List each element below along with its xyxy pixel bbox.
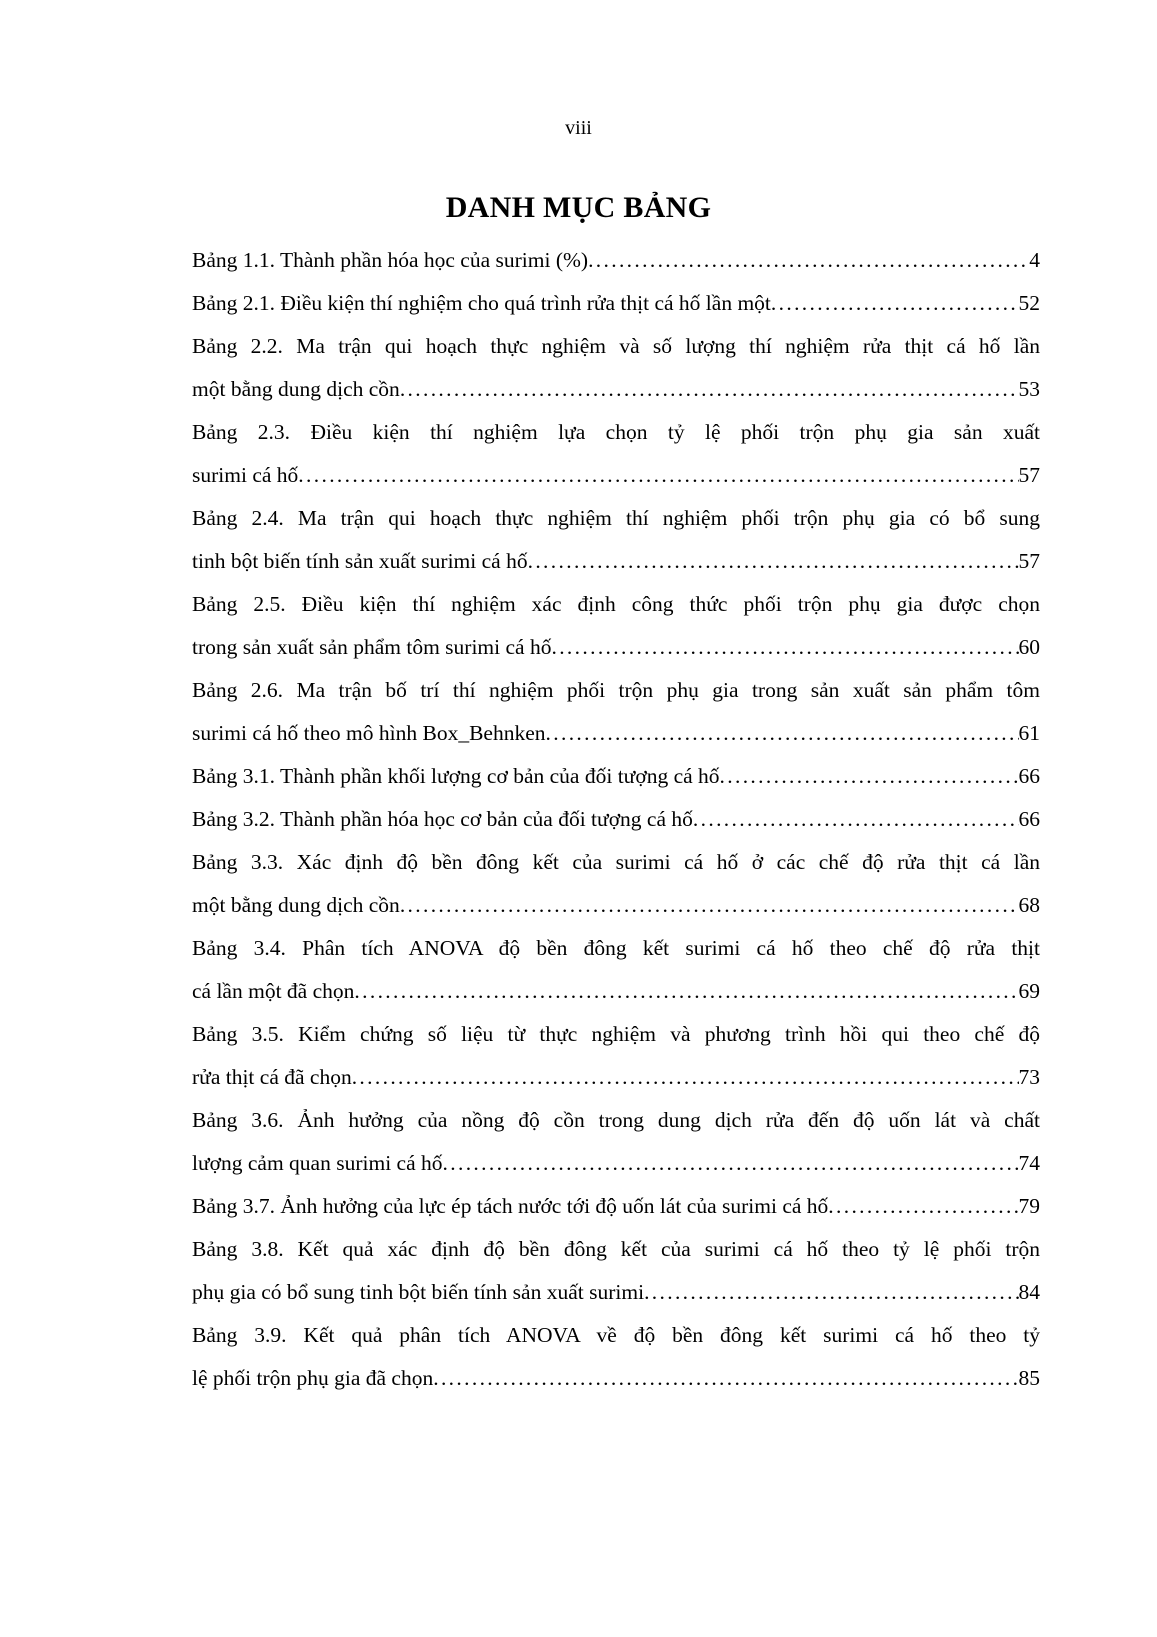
toc-entry-page: 52 — [1018, 291, 1040, 315]
page-number: viii — [565, 117, 592, 139]
toc-entry-text: trong sản xuất sản phẩm tôm surimi cá hố — [192, 635, 552, 659]
toc-entry-page: 66 — [1018, 807, 1040, 831]
toc-entry — [192, 411, 1040, 497]
toc-entry-line — [192, 1056, 1040, 1099]
toc-entry-line — [192, 282, 1040, 325]
dot-leader — [433, 1357, 1018, 1400]
toc-entry-text: rửa thịt cá đã chọn — [192, 1065, 352, 1089]
toc-entry-page: 57 — [1018, 549, 1040, 573]
toc-entry — [192, 1228, 1040, 1314]
toc-entry-text: một bằng dung dịch cồn — [192, 377, 400, 401]
toc-entry-text: cá lần một đã chọn — [192, 979, 355, 1003]
toc-entry-text: lượng cảm quan surimi cá hố — [192, 1151, 443, 1175]
dot-leader — [354, 970, 1018, 1013]
toc-entry-page: 79 — [1018, 1194, 1040, 1218]
toc-entry-line — [192, 712, 1040, 755]
toc-entry-text: Bảng 3.8. Kết quả xác định độ bền đông kết của surimi cá hố theo tỷ lệ phối trộn — [192, 1237, 1040, 1261]
toc-entry — [192, 798, 1040, 841]
toc-entry — [192, 239, 1040, 282]
toc-entry-page: 73 — [1018, 1065, 1040, 1089]
toc-entry-page: 69 — [1018, 979, 1040, 1003]
toc-entry-line — [192, 1142, 1040, 1185]
toc-entry — [192, 1099, 1040, 1185]
toc-entry-text: Bảng 2.3. Điều kiện thí nghiệm lựa chọn tỷ lệ phối trộn phụ gia sản xuất — [192, 420, 1040, 444]
toc-entry-text: Bảng 3.9. Kết quả phân tích ANOVA về độ bền đông kết surimi cá hố theo tỷ — [192, 1323, 1040, 1347]
dot-leader — [400, 884, 1019, 927]
toc-entry-text: Bảng 2.1. Điều kiện thí nghiệm cho quá trình rửa thịt cá hố lần một — [192, 291, 771, 315]
toc-entry-page: 53 — [1018, 377, 1040, 401]
toc-entry-line — [192, 454, 1040, 497]
dot-leader — [644, 1271, 1018, 1314]
toc-entry-line — [192, 884, 1040, 927]
dot-leader — [828, 1185, 1018, 1228]
toc-entry-text: Bảng 2.2. Ma trận qui hoạch thực nghiệm và số lượng thí nghiệm rửa thịt cá hố lần — [192, 334, 1040, 358]
toc-entry-line — [192, 1357, 1040, 1400]
toc-entry-text: Bảng 3.3. Xác định độ bền đông kết của surimi cá hố ở các chế độ rửa thịt cá lần — [192, 850, 1040, 874]
toc-entry-line — [192, 239, 1040, 282]
toc-entry-page: 68 — [1018, 893, 1040, 917]
toc-entry — [192, 1185, 1040, 1228]
toc-entry — [192, 755, 1040, 798]
dot-leader — [443, 1142, 1019, 1185]
toc-entry-text: tinh bột biến tính sản xuất surimi cá hố — [192, 549, 528, 573]
dot-leader — [352, 1056, 1019, 1099]
toc-entry-text: Bảng 3.7. Ảnh hưởng của lực ép tách nước tới độ uốn lát của surimi cá hố — [192, 1194, 829, 1218]
toc-entry-page: 60 — [1018, 635, 1040, 659]
toc-entry-page: 66 — [1018, 764, 1040, 788]
toc-entry-text: phụ gia có bổ sung tinh bột biến tính sản xuất surimi — [192, 1280, 645, 1304]
dot-leader — [400, 368, 1019, 411]
toc-entry-line — [192, 970, 1040, 1013]
toc-entry — [192, 841, 1040, 927]
toc-entry-text: surimi cá hố theo mô hình Box_Behnken — [192, 721, 546, 745]
toc-entry — [192, 1013, 1040, 1099]
toc-entry-page: 84 — [1018, 1280, 1040, 1304]
dot-leader — [298, 454, 1018, 497]
toc-entry — [192, 325, 1040, 411]
dot-leader — [720, 755, 1019, 798]
toc-entry — [192, 583, 1040, 669]
toc-entry-line — [192, 368, 1040, 411]
dot-leader — [693, 798, 1019, 841]
toc-entry-page: 74 — [1018, 1151, 1040, 1175]
toc-entry — [192, 1314, 1040, 1400]
toc-entry-text: Bảng 3.2. Thành phần hóa học cơ bản của đối tượng cá hố — [192, 807, 693, 831]
toc-entry-text: Bảng 3.5. Kiểm chứng số liệu từ thực nghiệm và phương trình hồi qui theo chế độ — [192, 1022, 1040, 1046]
toc-entry — [192, 669, 1040, 755]
dot-leader — [546, 712, 1019, 755]
toc-entry-page: 85 — [1018, 1366, 1040, 1390]
toc-entry-page: 61 — [1018, 721, 1040, 745]
toc-entry-page: 57 — [1018, 463, 1040, 487]
dot-leader — [551, 626, 1018, 669]
toc-entry — [192, 927, 1040, 1013]
toc-entry-line — [192, 540, 1040, 583]
toc-entry-line — [192, 1185, 1040, 1228]
toc-entry-text: Bảng 3.1. Thành phần khối lượng cơ bản của đối tượng cá hố — [192, 764, 720, 788]
toc-entry-text: Bảng 2.6. Ma trận bố trí thí nghiệm phối trộn phụ gia trong sản xuất sản phẩm tôm — [192, 678, 1040, 702]
toc-entry-line — [192, 755, 1040, 798]
toc-entry-page: 4 — [1029, 248, 1040, 272]
toc-entry — [192, 497, 1040, 583]
toc-entry-text: Bảng 3.4. Phân tích ANOVA độ bền đông kết surimi cá hố theo chế độ rửa thịt — [192, 936, 1040, 960]
dot-leader — [528, 540, 1019, 583]
toc-entry-text: lệ phối trộn phụ gia đã chọn — [192, 1366, 434, 1390]
toc-entry-text: Bảng 3.6. Ảnh hưởng của nồng độ cồn trong dung dịch rửa đến độ uốn lát và chất — [192, 1108, 1040, 1132]
toc-entry-line — [192, 798, 1040, 841]
toc-entry-text: Bảng 2.4. Ma trận qui hoạch thực nghiệm thí nghiệm phối trộn phụ gia có bổ sung — [192, 506, 1040, 530]
toc-entry-text: Bảng 1.1. Thành phần hóa học của surimi (%) — [192, 248, 589, 272]
dot-leader — [771, 282, 1019, 325]
table-of-contents — [192, 239, 1040, 1400]
toc-entry-line — [192, 626, 1040, 669]
toc-entry — [192, 282, 1040, 325]
toc-entry-text: Bảng 2.5. Điều kiện thí nghiệm xác định công thức phối trộn phụ gia được chọn — [192, 592, 1040, 616]
toc-entry-text: surimi cá hố — [192, 463, 299, 487]
toc-entry-text: một bằng dung dịch cồn — [192, 893, 400, 917]
page-title: DANH MỤC BẢNG — [445, 191, 712, 224]
dot-leader — [588, 239, 1029, 282]
toc-entry-line — [192, 1271, 1040, 1314]
